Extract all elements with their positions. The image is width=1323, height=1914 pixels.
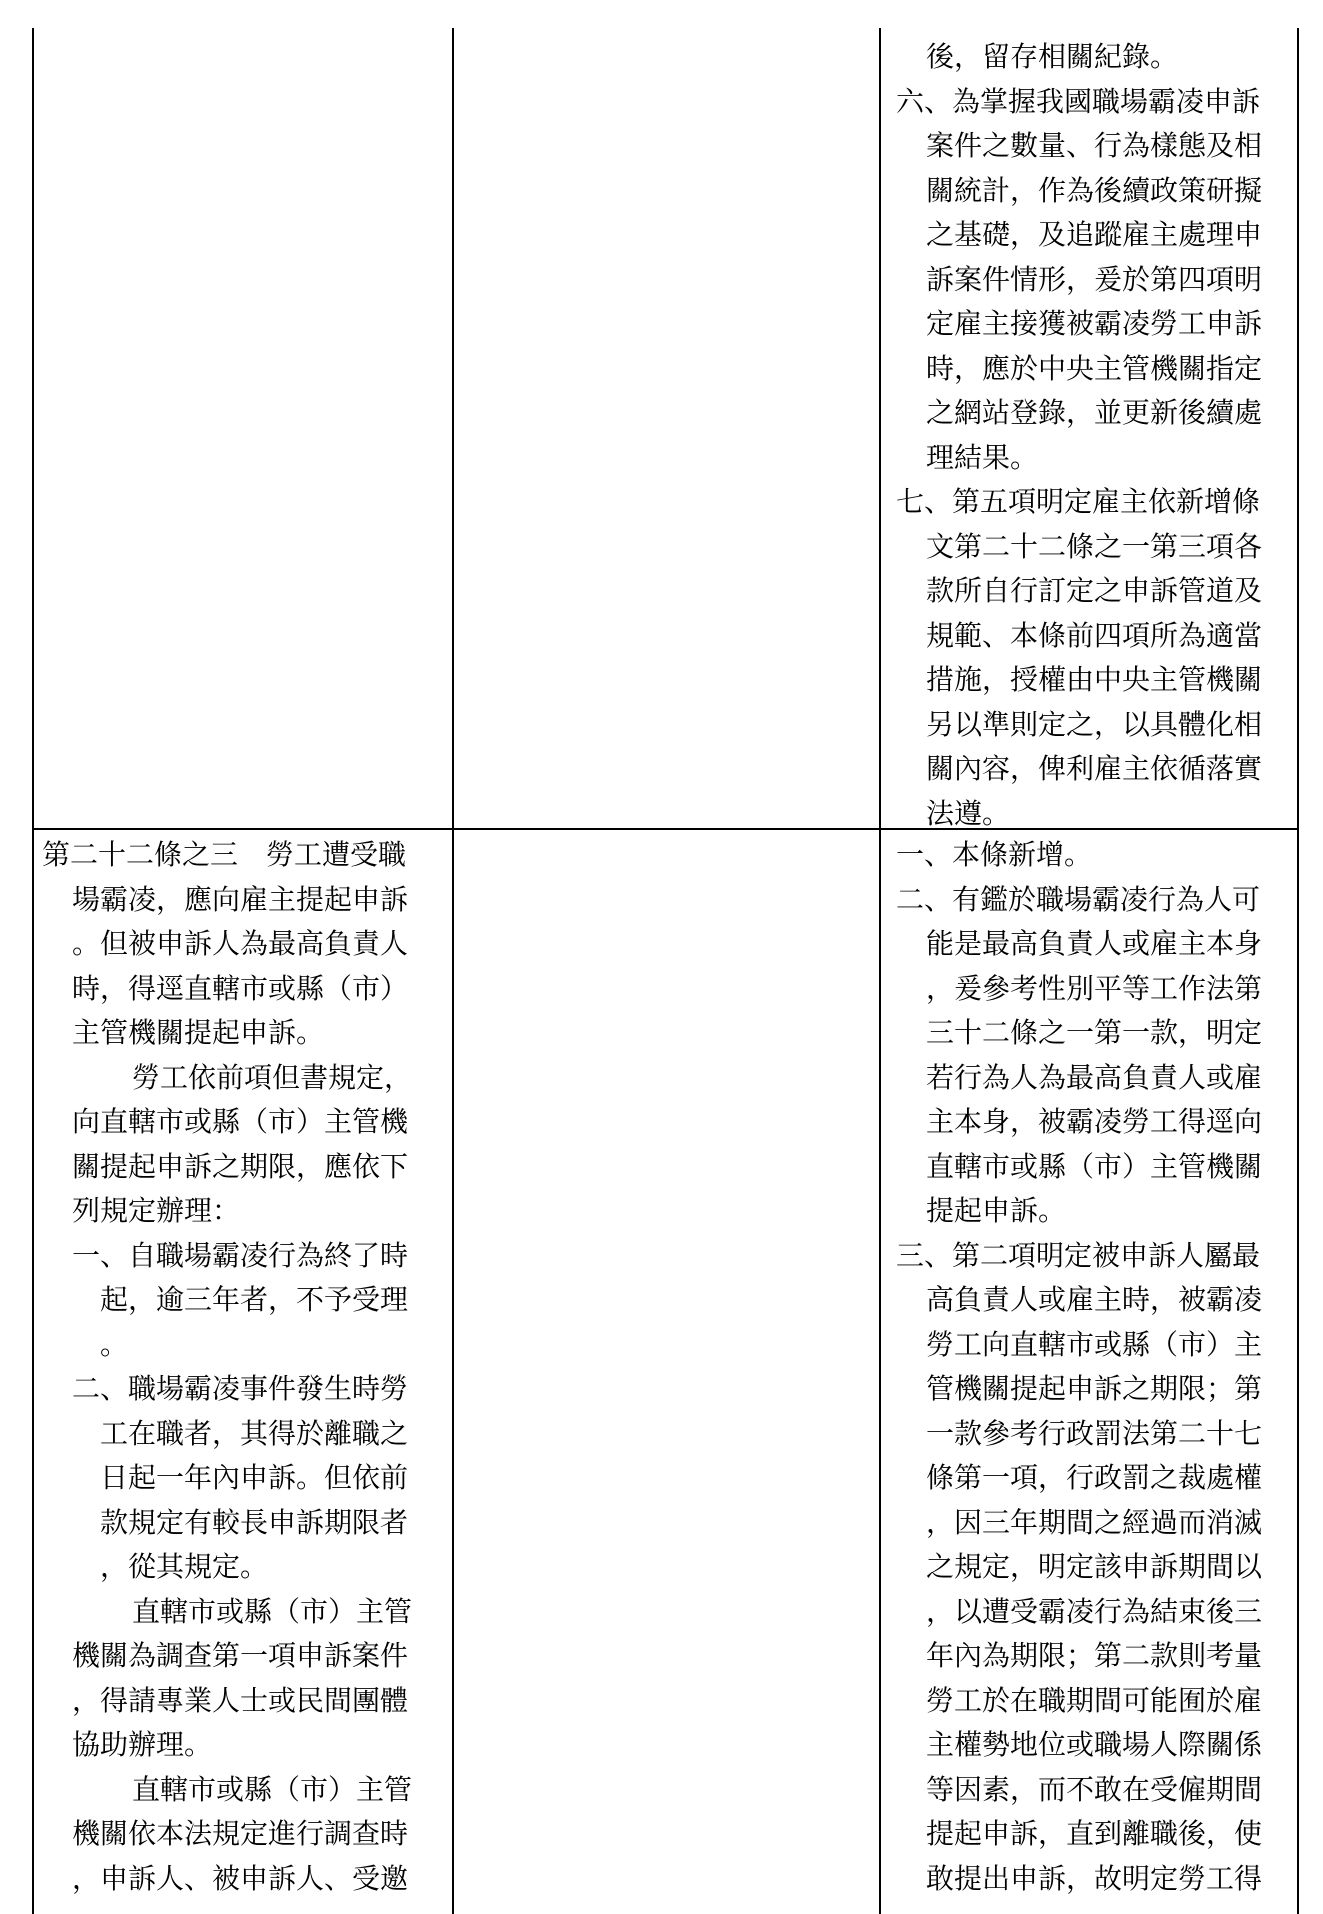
- text-line: 年內為期限；第二款則考量: [926, 1639, 1263, 1672]
- text-line: ，爰參考性別平等工作法第: [926, 971, 1263, 1005]
- text-line: 一、本條新增。: [896, 838, 1093, 871]
- text-line: 二、職場霸凌事件發生時勞: [72, 1372, 409, 1405]
- text-line: 列規定辦理：: [72, 1194, 241, 1227]
- text-line: 場霸凌，應向雇主提起申訴: [72, 882, 409, 916]
- text-line: 工在職者，其得於離職之: [100, 1416, 409, 1450]
- text-line: 案件之數量、行為樣態及相: [926, 129, 1263, 162]
- text-line: 勞工依前項但書規定，: [132, 1060, 413, 1094]
- text-line: 能是最高負責人或雇主本身: [926, 927, 1263, 960]
- text-line: 三、第二項明定被申訴人屬最: [896, 1238, 1261, 1272]
- text-line: 另以準則定之，以具體化相: [926, 707, 1263, 741]
- text-line: 關統計，作為後續政策研擬: [926, 173, 1263, 207]
- table-column-divider-1: [452, 28, 454, 1914]
- text-line: 措施，授權由中央主管機關: [926, 663, 1263, 696]
- text-line: 訴案件情形，爰於第四項明: [926, 262, 1263, 296]
- text-line: ，因三年期間之經過而消滅: [926, 1505, 1263, 1539]
- top-row-explanation-cell: [896, 35, 1291, 836]
- text-line: 主本身，被霸凌勞工得逕向: [926, 1105, 1263, 1138]
- text-line: 一款參考行政罰法第二十七: [926, 1416, 1263, 1450]
- text-line: 機關為調查第一項申訴案件: [72, 1639, 409, 1672]
- text-line: 理結果。: [926, 440, 1039, 474]
- text-line: 三十二條之一第一款，明定: [926, 1016, 1263, 1049]
- text-line: 直轄市或縣（市）主管: [132, 1594, 413, 1628]
- text-line: 條第一項，行政罰之裁處權: [926, 1461, 1263, 1494]
- text-line: 勞工於在職期間可能囿於雇: [926, 1683, 1263, 1717]
- text-line: 時，得逕直轄市或縣（市）: [72, 971, 409, 1005]
- table-border-left: [32, 28, 34, 1914]
- text-line: 起，逾三年者，不予受理: [100, 1283, 409, 1316]
- text-line: ，得請專業人士或民間團體: [72, 1683, 409, 1717]
- text-line: 勞工向直轄市或縣（市）主: [926, 1327, 1263, 1361]
- text-line: 定雇主接獲被霸凌勞工申訴: [926, 307, 1263, 340]
- text-line: 之規定，明定該申訴期間以: [926, 1550, 1263, 1583]
- text-line: 關內容，俾利雇主依循落實: [926, 752, 1263, 785]
- text-line: ，以遭受霸凌行為結束後三: [926, 1594, 1263, 1628]
- text-line: 時，應於中央主管機關指定: [926, 351, 1263, 385]
- text-line: 規範、本條前四項所為適當: [926, 618, 1263, 652]
- text-line: 。但被申訴人為最高負責人: [72, 927, 409, 960]
- text-line: ，申訴人、被申訴人、受邀: [72, 1861, 409, 1895]
- text-line: ，從其規定。: [100, 1550, 269, 1583]
- text-line: 機關依本法規定進行調查時: [72, 1817, 409, 1850]
- text-line: 直轄市或縣（市）主管: [132, 1772, 413, 1806]
- text-line: 主管機關提起申訴。: [72, 1016, 325, 1049]
- text-line: 若行為人為最高負責人或雇: [926, 1060, 1263, 1094]
- text-line: 一、自職場霸凌行為終了時: [72, 1238, 409, 1272]
- text-line: 法遵。: [926, 796, 1011, 830]
- text-line: 第二十二條之三 勞工遭受職: [42, 838, 407, 871]
- bottom-row-explanation-cell: [896, 833, 1291, 1901]
- text-line: 日起一年內申訴。但依前: [100, 1461, 409, 1494]
- text-line: 提起申訴。: [926, 1194, 1067, 1227]
- text-line: 。: [100, 1327, 129, 1361]
- text-line: 之網站登錄，並更新後續處: [926, 396, 1263, 429]
- bottom-row-article-cell: [42, 833, 447, 1901]
- text-line: 七、第五項明定雇主依新增條: [896, 485, 1261, 518]
- text-line: 之基礎，及追蹤雇主處理申: [926, 218, 1263, 251]
- table-border-right: [1297, 28, 1299, 1914]
- text-line: 款所自行訂定之申訴管道及: [926, 574, 1263, 607]
- text-line: 等因素，而不敢在受僱期間: [926, 1772, 1263, 1806]
- text-line: 主權勢地位或職場人際關係: [926, 1728, 1263, 1761]
- text-line: 高負責人或雇主時，被霸凌: [926, 1283, 1263, 1316]
- text-line: 文第二十二條之一第三項各: [926, 529, 1263, 563]
- text-line: 關提起申訴之期限，應依下: [72, 1149, 409, 1183]
- text-line: 協助辦理。: [72, 1728, 213, 1761]
- text-line: 後，留存相關紀錄。: [926, 40, 1179, 73]
- text-line: 管機關提起申訴之期限；第: [926, 1372, 1263, 1405]
- text-line: 直轄市或縣（市）主管機關: [926, 1149, 1263, 1183]
- table-column-divider-2: [879, 28, 881, 1914]
- text-line: 提起申訴，直到離職後，使: [926, 1817, 1263, 1850]
- text-line: 向直轄市或縣（市）主管機: [72, 1105, 409, 1138]
- text-line: 二、有鑑於職場霸凌行為人可: [896, 882, 1261, 916]
- text-line: 款規定有較長申訴期限者: [100, 1505, 409, 1539]
- text-line: 敢提出申訴，故明定勞工得: [926, 1861, 1263, 1895]
- text-line: 六、為掌握我國職場霸凌申訴: [896, 84, 1261, 118]
